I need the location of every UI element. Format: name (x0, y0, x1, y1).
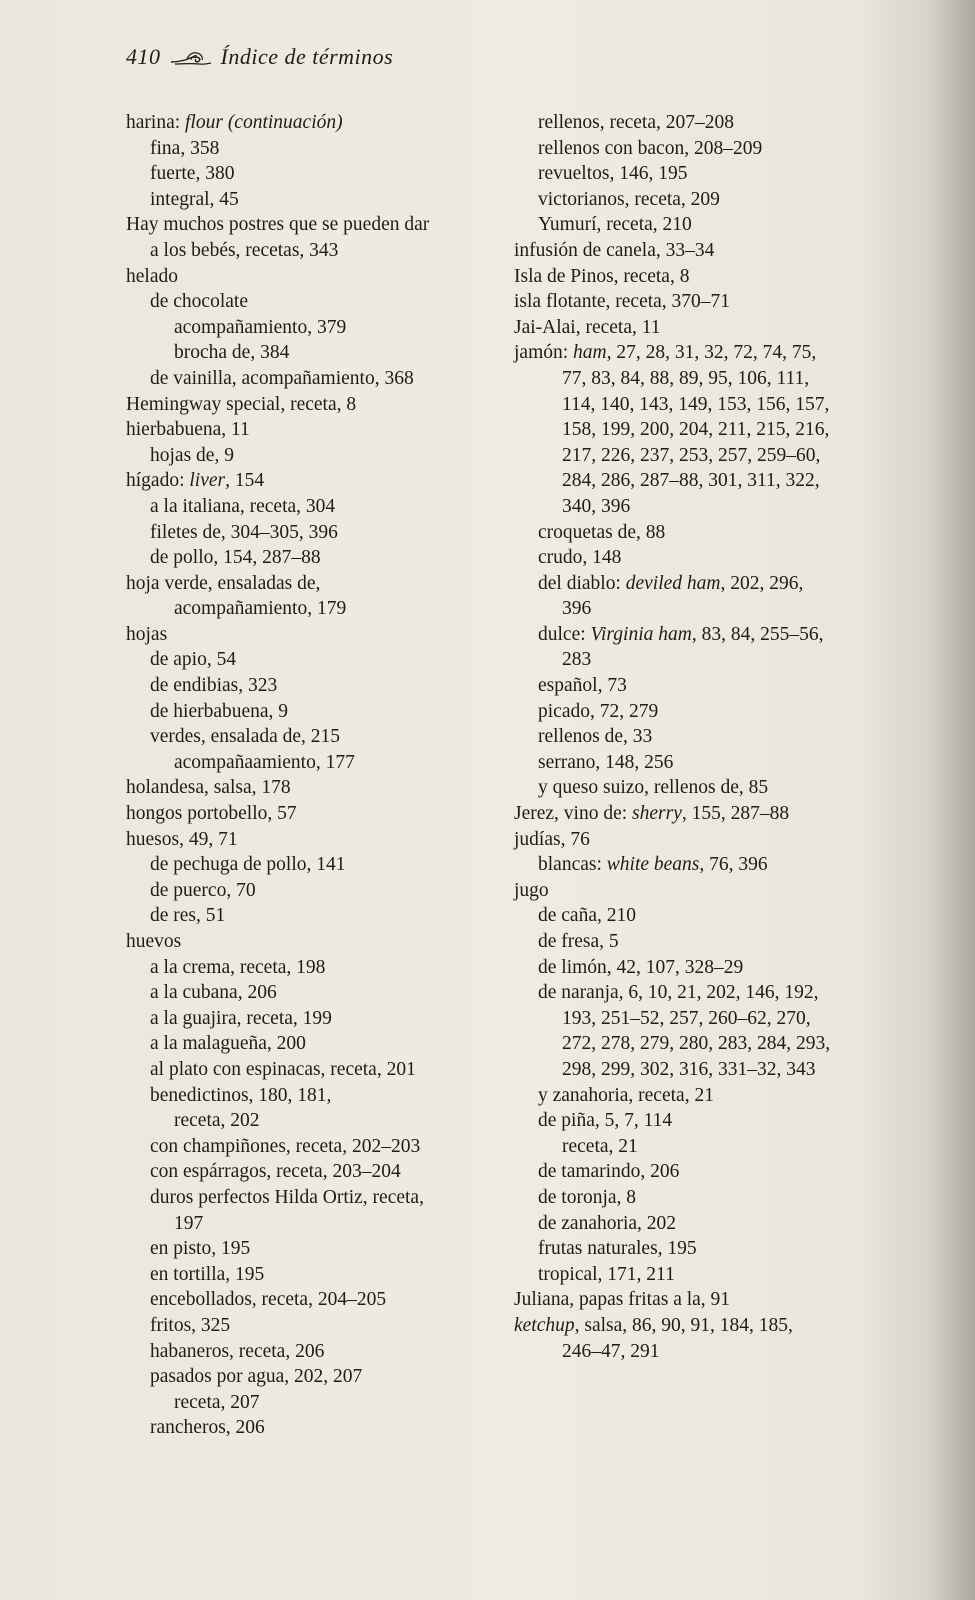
index-entry (126, 1083, 526, 1109)
index-entry (514, 315, 914, 341)
index-entry-text: acompañaamiento, 177 (174, 751, 355, 773)
index-entry-text: acompañamiento, 379 (174, 316, 347, 338)
index-entry (514, 161, 914, 187)
index-entry-text: hígado: (126, 470, 190, 492)
index-entry (514, 417, 914, 443)
index-entry (126, 1287, 526, 1313)
index-entry-text: Isla de Pinos, receta, 8 (514, 265, 690, 287)
index-entry (126, 187, 526, 213)
index-entry-text: harina: (126, 112, 186, 133)
index-entry-text: verdes, ensalada de, 215 (150, 726, 341, 748)
index-entry (514, 1006, 914, 1032)
index-entry-text: a la crema, receta, 198 (150, 956, 326, 978)
index-entry-translation: flour (continuación) (185, 112, 343, 133)
index-entry (514, 494, 914, 520)
index-entry-text: hojas (126, 623, 168, 645)
index-entry (514, 289, 914, 315)
index-entry (514, 1236, 914, 1262)
index-entry-text: rellenos, receta, 207–208 (538, 112, 735, 133)
index-entry-text: de pollo, 154, 287–88 (150, 547, 321, 569)
index-entry (126, 1339, 526, 1365)
index-entry (514, 750, 914, 776)
index-entry (126, 878, 526, 904)
index-entry-text: de tamarindo, 206 (538, 1161, 680, 1183)
index-entry (126, 750, 526, 776)
index-entry (126, 1236, 526, 1262)
index-entry (514, 264, 914, 290)
index-entry (126, 980, 526, 1006)
index-entry (514, 1211, 914, 1237)
index-entry (126, 1185, 526, 1211)
index-entry-text: 298, 299, 302, 316, 331–32, 343 (562, 1058, 816, 1080)
index-entry-text: hongos portobello, 57 (126, 803, 297, 825)
index-entry (514, 980, 914, 1006)
index-entry-text: rancheros, 206 (150, 1417, 265, 1439)
index-entry-text: crudo, 148 (538, 547, 622, 569)
index-entry (126, 955, 526, 981)
index-entry-text: 114, 140, 143, 149, 153, 156, 157, (562, 393, 830, 415)
index-entry-text: receta, 207 (174, 1391, 260, 1413)
running-header (126, 44, 393, 70)
index-entry-translation: Virginia ham (590, 623, 692, 645)
index-entry-text: 272, 278, 279, 280, 283, 284, 293, (562, 1033, 831, 1055)
index-entry-text: tropical, 171, 211 (538, 1263, 675, 1285)
index-entry-text: acompañamiento, 179 (174, 598, 347, 620)
index-entry-text: y queso suizo, rellenos de, 85 (538, 777, 769, 799)
page-title: Índice de términos (220, 44, 394, 69)
index-entry-text: a la italiana, receta, 304 (150, 495, 336, 517)
index-entry-text: de piña, 5, 7, 114 (538, 1110, 673, 1132)
index-entry-translation: deviled ham (625, 572, 721, 594)
index-entry (514, 392, 914, 418)
index-entry (514, 699, 914, 725)
index-entry-text: integral, 45 (150, 188, 239, 210)
index-entry-text: Yumurí, receta, 210 (538, 214, 692, 236)
index-entry (126, 289, 526, 315)
index-entry-text: de limón, 42, 107, 328–29 (538, 956, 744, 978)
index-entry-text: hoja verde, ensaladas de, (126, 572, 321, 594)
index-entry-text: 193, 251–52, 257, 260–62, 270, (562, 1007, 811, 1029)
index-entry-pages: , salsa, 86, 90, 91, 184, 185, (574, 1314, 793, 1336)
index-entry (514, 545, 914, 571)
index-entry-text: a la malagueña, 200 (150, 1033, 306, 1055)
index-entry (514, 1185, 914, 1211)
index-entry (126, 1364, 526, 1390)
index-entry (126, 545, 526, 571)
index-entry-text: 197 (174, 1212, 204, 1234)
index-entry-translation: white beans (606, 854, 700, 876)
index-entry (514, 1083, 914, 1109)
index-entry-text: encebollados, receta, 204–205 (150, 1289, 387, 1311)
index-entry-text: de pechuga de pollo, 141 (150, 854, 346, 876)
index-entry-text: dulce: (538, 623, 591, 645)
index-entry (126, 1262, 526, 1288)
index-entry (514, 110, 914, 136)
index-entry (126, 1134, 526, 1160)
index-entry-pages: , 27, 28, 31, 32, 72, 74, 75, (606, 342, 817, 364)
index-entry-text: 217, 226, 237, 253, 257, 259–60, (562, 444, 821, 466)
index-entry-text: holandesa, salsa, 178 (126, 777, 291, 799)
index-entry-text: español, 73 (538, 675, 627, 697)
index-entry (514, 468, 914, 494)
index-entry (514, 366, 914, 392)
index-entry (514, 1134, 914, 1160)
index-entry-text: blancas: (538, 854, 607, 876)
index-entry-text: Jai-Alai, receta, 11 (514, 316, 661, 338)
index-entry (126, 340, 526, 366)
index-entry-text: fina, 358 (150, 137, 220, 159)
index-entry (514, 571, 914, 597)
index-entry (514, 1339, 914, 1365)
index-entry-text: brocha de, 384 (174, 342, 290, 364)
index-entry-text: en tortilla, 195 (150, 1263, 265, 1285)
index-entry (126, 238, 526, 264)
index-entry (514, 852, 914, 878)
index-entry (126, 520, 526, 546)
index-entry (126, 443, 526, 469)
index-entry (126, 596, 526, 622)
index-entry-text: al plato con espinacas, receta, 201 (150, 1058, 416, 1080)
index-entry (126, 392, 526, 418)
index-entry-text: de endibias, 323 (150, 675, 278, 697)
index-entry-text: del diablo: (538, 572, 626, 594)
index-entry-translation: ketchup (514, 1314, 575, 1336)
index-entry-text: de chocolate (150, 291, 248, 313)
index-entry (514, 827, 914, 853)
index-entry (126, 315, 526, 341)
index-entry (514, 724, 914, 750)
index-entry (126, 110, 526, 136)
index-entry-text: frutas naturales, 195 (538, 1238, 697, 1260)
index-entry-text: de hierbabuena, 9 (150, 700, 289, 722)
index-entry-text: Hay muchos postres que se pueden dar (126, 214, 430, 236)
index-entry (514, 1262, 914, 1288)
index-entry (514, 673, 914, 699)
index-entry (514, 878, 914, 904)
index-entry (126, 724, 526, 750)
index-entry-text: hojas de, 9 (150, 444, 234, 466)
index-entry (514, 1159, 914, 1185)
index-entry-text: receta, 202 (174, 1110, 260, 1132)
index-entry-text: helado (126, 265, 178, 287)
index-entry-text: jamón: (514, 342, 574, 364)
index-entry (514, 1287, 914, 1313)
index-entry-text: Juliana, papas fritas a la, 91 (514, 1289, 731, 1311)
index-entry-text: infusión de canela, 33–34 (514, 239, 715, 261)
index-entry-pages: , 154 (225, 470, 265, 492)
index-entry (514, 775, 914, 801)
index-entry-text: de fresa, 5 (538, 931, 619, 952)
index-entry-text: 158, 199, 200, 204, 211, 215, 216, (562, 419, 830, 441)
index-entry (126, 647, 526, 673)
index-entry (514, 929, 914, 955)
index-entry (126, 212, 526, 238)
index-entry-text: de vainilla, acompañamiento, 368 (150, 367, 414, 389)
index-entry-text: en pisto, 195 (150, 1238, 251, 1260)
index-entry (126, 1159, 526, 1185)
index-entry-text: Jerez, vino de: (514, 803, 633, 825)
index-entry-text: con champiñones, receta, 202–203 (150, 1135, 421, 1157)
index-entry (126, 161, 526, 187)
index-entry (514, 801, 914, 827)
index-entry (126, 673, 526, 699)
index-entry (514, 136, 914, 162)
index-entry-text: a la guajira, receta, 199 (150, 1007, 332, 1029)
index-entry-text: judías, 76 (514, 828, 590, 850)
index-entry (514, 1313, 914, 1339)
index-entry (514, 340, 914, 366)
index-entry (514, 187, 914, 213)
index-entry (514, 622, 914, 648)
index-entry-text: 396 (562, 598, 592, 620)
index-entry (126, 852, 526, 878)
index-entry (126, 366, 526, 392)
index-entry-pages: , 155, 287–88 (681, 803, 790, 825)
index-entry (126, 929, 526, 955)
index-entry (126, 264, 526, 290)
index-entry-text: huevos (126, 931, 182, 952)
index-entry-text: a los bebés, recetas, 343 (150, 239, 339, 261)
index-entry-text: 340, 396 (562, 495, 631, 517)
index-entry-text: fritos, 325 (150, 1314, 231, 1336)
index-entry (126, 1006, 526, 1032)
index-entry-text: a la cubana, 206 (150, 982, 277, 1004)
index-entry-text: revueltos, 146, 195 (538, 163, 688, 185)
index-entry-text: 284, 286, 287–88, 301, 311, 322, (562, 470, 820, 492)
index-entry (514, 596, 914, 622)
index-entry-text: isla flotante, receta, 370–71 (514, 291, 731, 313)
index-entry-pages: , 202, 296, (720, 572, 804, 594)
scroll-ornament-icon (169, 48, 213, 66)
index-entry (514, 212, 914, 238)
index-entry-text: de caña, 210 (538, 905, 636, 927)
index-entry-translation: liver (189, 470, 226, 492)
right-index-column (514, 110, 914, 1364)
index-entry (126, 571, 526, 597)
index-entry (514, 238, 914, 264)
index-entry (126, 1211, 526, 1237)
index-entry (126, 494, 526, 520)
index-entry (514, 647, 914, 673)
index-entry-text: 77, 83, 84, 88, 89, 95, 106, 111, (562, 367, 810, 389)
index-entry (514, 443, 914, 469)
index-entry (126, 1390, 526, 1416)
index-entry (126, 1031, 526, 1057)
index-entry (514, 955, 914, 981)
index-entry-text: serrano, 148, 256 (538, 751, 674, 773)
index-entry (126, 699, 526, 725)
index-entry (126, 801, 526, 827)
index-entry (126, 468, 526, 494)
index-entry (126, 1415, 526, 1441)
index-entry (514, 1031, 914, 1057)
index-entry (514, 1057, 914, 1083)
index-entry-text: picado, 72, 279 (538, 700, 659, 722)
index-entry-translation: sherry (632, 803, 682, 825)
index-entry (126, 136, 526, 162)
index-entry-text: 283 (562, 649, 592, 671)
index-entry (126, 1313, 526, 1339)
index-entry-text: rellenos de, 33 (538, 726, 653, 748)
index-entry-translation: ham (573, 342, 607, 364)
index-entry-text: y zanahoria, receta, 21 (538, 1084, 714, 1106)
index-entry (514, 903, 914, 929)
index-entry-text: duros perfectos Hilda Ortiz, receta, (150, 1186, 424, 1208)
index-entry-text: hierbabuena, 11 (126, 419, 250, 441)
index-entry-text: pasados por agua, 202, 207 (150, 1366, 363, 1388)
index-entry (126, 903, 526, 929)
index-entry (126, 827, 526, 853)
index-entry (126, 1108, 526, 1134)
index-entry-text: de toronja, 8 (538, 1186, 637, 1208)
index-entry (126, 622, 526, 648)
index-entry-text: jugo (514, 879, 549, 901)
index-entry (514, 1108, 914, 1134)
index-entry-text: filetes de, 304–305, 396 (150, 521, 338, 543)
page-gutter-shadow (935, 0, 975, 1600)
index-entry-text: victorianos, receta, 209 (538, 188, 720, 210)
index-entry-text: de res, 51 (150, 905, 226, 927)
index-entry (126, 1057, 526, 1083)
index-entry-text: de naranja, 6, 10, 21, 202, 146, 192, (538, 982, 819, 1004)
index-entry-text: fuerte, 380 (150, 163, 235, 185)
index-entry-text: receta, 21 (562, 1135, 638, 1157)
index-entry-pages: , 83, 84, 255–56, (691, 623, 824, 645)
index-entry (126, 417, 526, 443)
index-entry-text: de apio, 54 (150, 649, 237, 671)
index-entry-text: habaneros, receta, 206 (150, 1340, 325, 1362)
index-entry-text: 246–47, 291 (562, 1340, 660, 1362)
left-index-column (126, 110, 526, 1441)
index-entry (126, 775, 526, 801)
index-entry (514, 520, 914, 546)
index-entry-text: de puerco, 70 (150, 879, 256, 901)
index-entry-text: Hemingway special, receta, 8 (126, 393, 357, 415)
index-entry-text: de zanahoria, 202 (538, 1212, 677, 1234)
index-entry-text: benedictinos, 180, 181, (150, 1084, 332, 1106)
page-number: 410 (126, 44, 161, 69)
index-entry-text: rellenos con bacon, 208–209 (538, 137, 763, 159)
index-entry-text: con espárragos, receta, 203–204 (150, 1161, 401, 1183)
index-entry-pages: , 76, 396 (699, 854, 768, 876)
index-entry-text: huesos, 49, 71 (126, 828, 238, 850)
index-entry-text: croquetas de, 88 (538, 521, 666, 543)
